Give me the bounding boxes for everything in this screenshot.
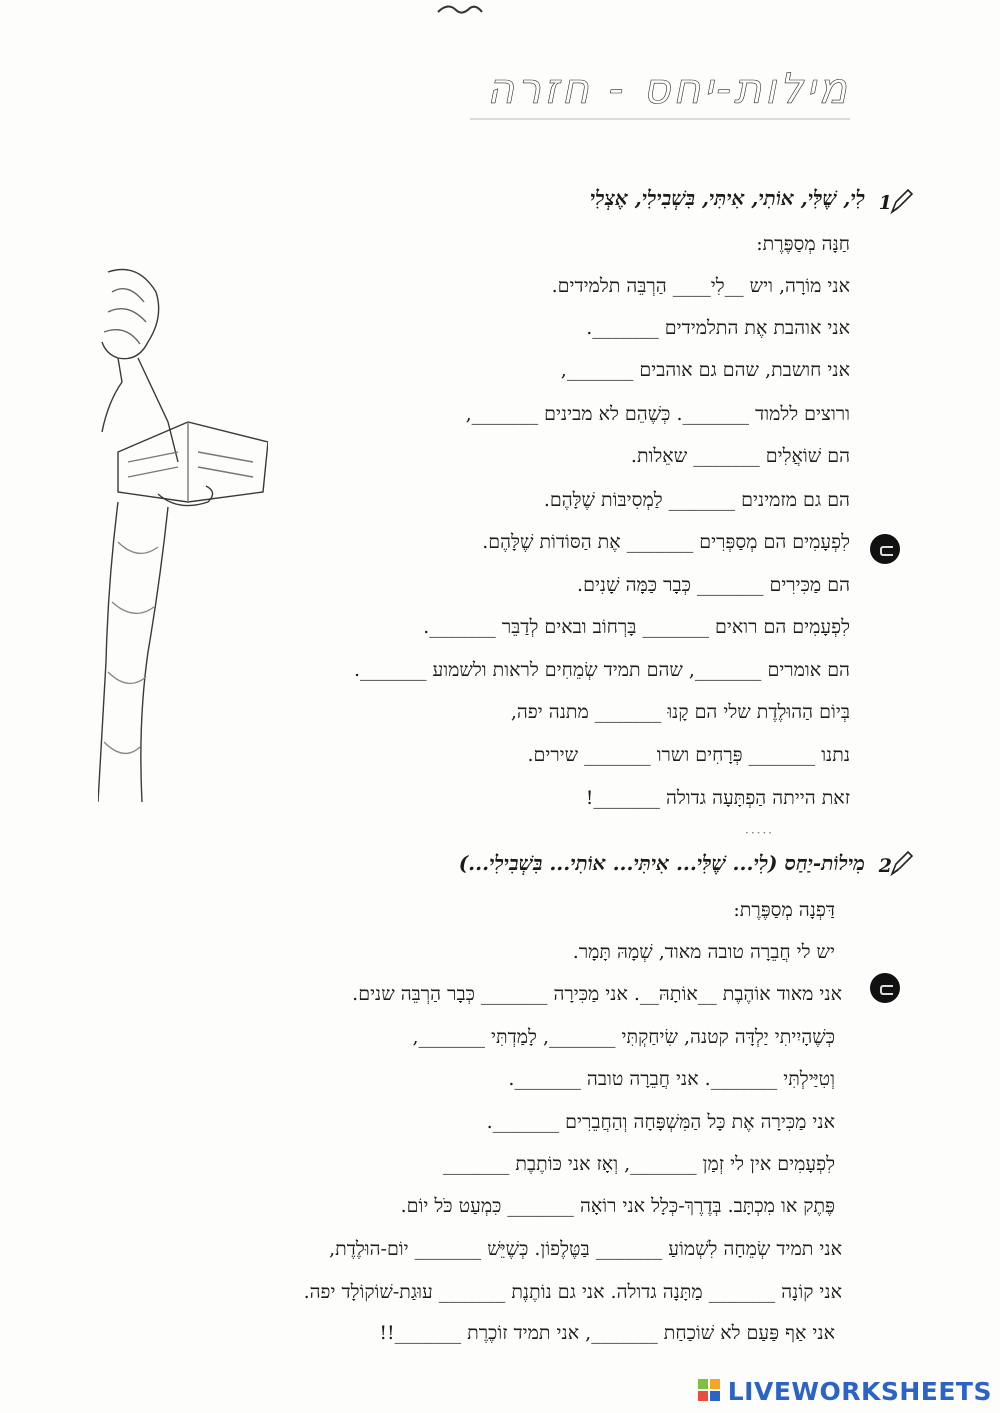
section-1-line: אני חושבת, שהם גם אוהבים _______, [560,359,850,381]
section-1-line: אני אוהבת אֶת התלמידים _______. [586,317,850,339]
liveworksheets-logo[interactable] [698,1376,992,1406]
section-1-narrator: חַנָּה מְסַפֶּרֶת: [756,233,850,255]
section-1-line: הם גם מזמינים _______ לַמְסִיבּוֹת שֶׁלָּהֶם. [543,489,850,511]
section-1-line: נתנו _______ פְּרָחִים ושרו _______ שירים. [527,744,850,766]
section-1-line: הם מַכִּירִים _______ כְּבָר כַּמָּה שָׁנִים. [577,574,850,596]
section-1-line: הם אומרים _______, שהם תמיד שְׂמֵחִים לראות ולשמוע _______. [353,659,850,681]
section-2-line: וְטִיַּילְתִּי _______. אני חֲבֵרָה טובה _______. [508,1068,835,1090]
section-2-line: אני מַכִּירָה אֶת כָּל הַמִּשְׁפָּחָה וְהַחֲבֵרִים _______. [486,1111,835,1133]
brand-name: LIVEWORKSHEETS [727,1376,992,1406]
teacher-with-book-illustration [98,262,268,822]
section-2-narrator: דַּפְנָה מְסַפֶּרֶת: [733,899,835,921]
section-1-line: זאת הייתה הַפְתָּעָה גדולה _______! [585,787,850,809]
section-2-line: אני מאוד אוֹהֶבֶת __אוֹתָהּ__. אני מַכִּירָה _______ כְּבָר הַרְבֵּה שנים. [352,983,842,1005]
section-2-number: 2 [878,855,892,877]
section-2-line: אני קוֹנָה _______ מַתָּנָה גדולה. אני גם נוֹתֶנֶת _______ עוּגַת-שׁוֹקוֹלָד יפה. [303,1281,842,1303]
section-1-heading: לִי, שֶׁלִּי, אוֹתִי, אִיתִּי, בִּשְׁבִילִי, אֶצְלִי [589,186,865,210]
section-1-line: ורוצים ללמוד _______. כְּשֶׁהֵם לא מבינים _______, [465,403,850,425]
title-underline [470,118,850,120]
section-2-line: יש לי חֲבֵרָה טובה מאוד, שְׁמָהּ תָּמָר. [572,941,835,963]
liveworksheets-logo-icon [698,1379,722,1403]
section-1-line: לִפְעָמִים הם מְסַפְּרִים _______ אֶת הַסּוֹדוֹת שֶׁלָּהֶם. [482,531,850,553]
section-1-line: בְּיוֹם הַהוּלֶדֶת שלי הם קָנוּ _______ מתנה יפה, [510,701,850,723]
section-2-line: לִפְעָמִים אין לי זְמַן _______, וְאָז אני כּוֹתֶבֶת _______ [442,1153,835,1175]
section-2-line: אני תמיד שְׂמֵחָה לִשְׁמוֹעַ _______ בַּטֶּלֶפוֹן. כְּשֶׁיֵּשׁ _______ יוֹם-הוּלֶדֶת, [329,1238,842,1260]
scribble-mark [430,0,490,18]
section-2-line: פֶּתֶק או מִכְתָּב. בְּדֶרֶךְ-כְּלָל אני רוֹאָה _______ כִּמְעַט כֹּל יוֹם. [400,1195,835,1217]
section-1-line: אני מוֹרָה, ויש __לִי____ הַרְבֵּה תלמידים. [551,275,850,297]
page-title: מילות-יחס - חזרה [486,64,850,113]
section-1-number: 1 [878,192,892,214]
speaker-button-icon[interactable] [870,534,900,564]
scan-speckle: ····· [745,826,775,840]
section-1-line: הם שׁוֹאֲלִים _______ שאֵלות. [630,445,850,467]
section-2-line: כְּשֶׁהָיִיתִי יַלְדָּה קטנה, שִׂיחַקְתִּי _______, לָמַדְתִּי _______, [412,1026,835,1048]
section-1-line: לִפְעָמִים הם רואים _______ בָּרְחוֹב ובאים לְדַבֵּר _______. [423,616,850,638]
speaker-button-icon[interactable] [870,973,900,1003]
section-2-line: אני אַף פַּעַם לא שׁוֹכַחַת _______, אני תמיד זוֹכֶרֶת _______!! [379,1322,835,1344]
section-2-heading: מִילוֹת-יַחַס (לִי... שֶׁלִּי... אִיתִּי... אוֹתִי... בִּשְׁבִילִי...) [458,851,865,875]
